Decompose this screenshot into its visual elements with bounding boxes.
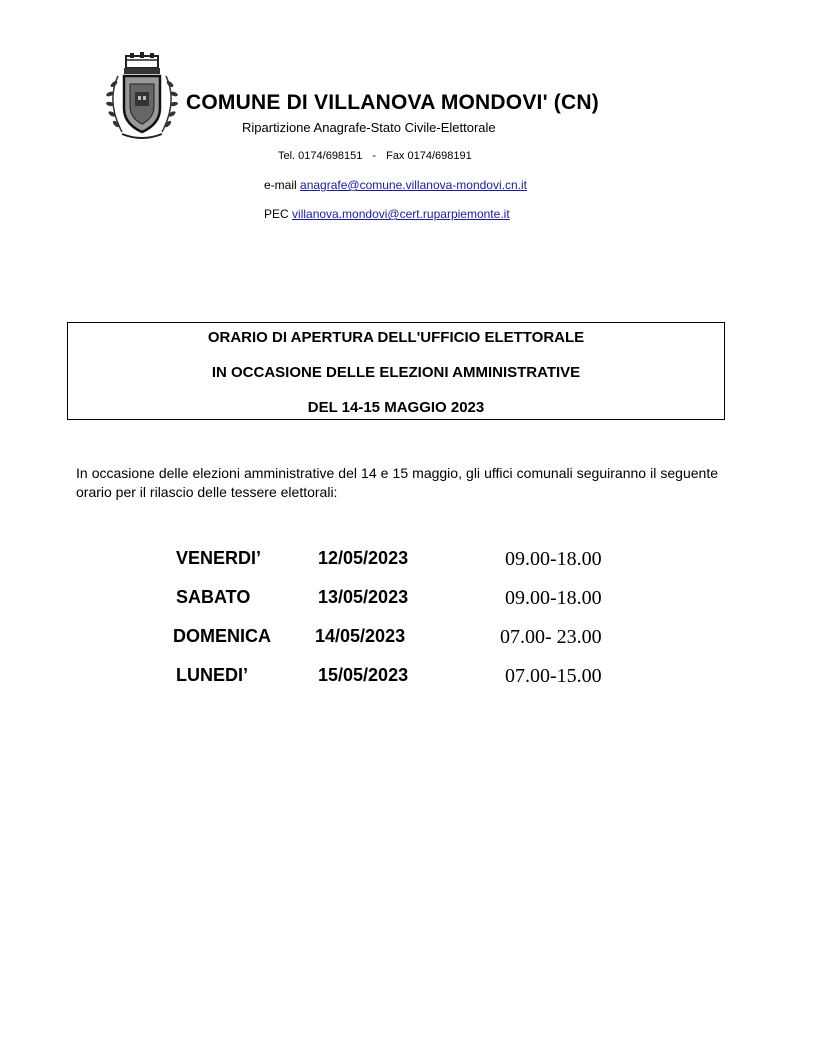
- coat-of-arms-icon: [100, 52, 184, 142]
- contact-phone-fax: [278, 150, 472, 162]
- contact-separator: -: [372, 150, 377, 162]
- pec-line: [264, 207, 510, 221]
- schedule-day: LUNEDI’: [176, 665, 248, 685]
- municipality-title: COMUNE DI VILLANOVA MONDOVI' (CN): [186, 91, 599, 114]
- department-subtitle: Ripartizione Anagrafe-Stato Civile-Elettorale: [242, 120, 496, 135]
- email-label: e-mail: [264, 178, 297, 192]
- schedule-day: SABATO: [176, 587, 251, 607]
- schedule-row: [0, 587, 816, 611]
- notice-box: [67, 322, 725, 420]
- schedule-day: DOMENICA: [173, 626, 271, 646]
- pec-label: PEC: [264, 207, 289, 221]
- phone-number: Tel. 0174/698151: [278, 150, 363, 162]
- schedule-hours: 07.00-15.00: [505, 665, 602, 687]
- notice-line-1: ORARIO DI APERTURA DELL'UFFICIO ELETTORALE: [207, 329, 585, 346]
- schedule-date: 12/05/2023: [318, 548, 409, 568]
- schedule-date: 13/05/2023: [318, 587, 409, 607]
- schedule-hours: 09.00-18.00: [505, 587, 602, 609]
- schedule-row: [0, 548, 816, 572]
- notice-line-3: DEL 14-15 MAGGIO 2023: [307, 399, 485, 416]
- schedule-date: 15/05/2023: [318, 665, 409, 685]
- email-link[interactable]: anagrafe@comune.villanova-mondovi.cn.it: [300, 178, 527, 192]
- intro-paragraph: In occasione delle elezioni amministrative del 14 e 15 maggio, gli uffici comunali seguiranno il seguente orario per il rilascio delle tessere elettorali:: [76, 465, 718, 500]
- schedule-row: [0, 665, 816, 689]
- fax-number: Fax 0174/698191: [386, 150, 472, 162]
- schedule-row: [0, 626, 816, 650]
- schedule-date: 14/05/2023: [315, 626, 406, 646]
- schedule-hours: 09.00-18.00: [505, 548, 602, 570]
- pec-link[interactable]: villanova.mondovi@cert.ruparpiemonte.it: [292, 207, 510, 221]
- notice-line-2: IN OCCASIONE DELLE ELEZIONI AMMINISTRATIVE: [211, 364, 581, 381]
- schedule-hours: 07.00- 23.00: [500, 626, 602, 648]
- schedule-day: VENERDI’: [176, 548, 262, 568]
- email-line: [264, 178, 527, 192]
